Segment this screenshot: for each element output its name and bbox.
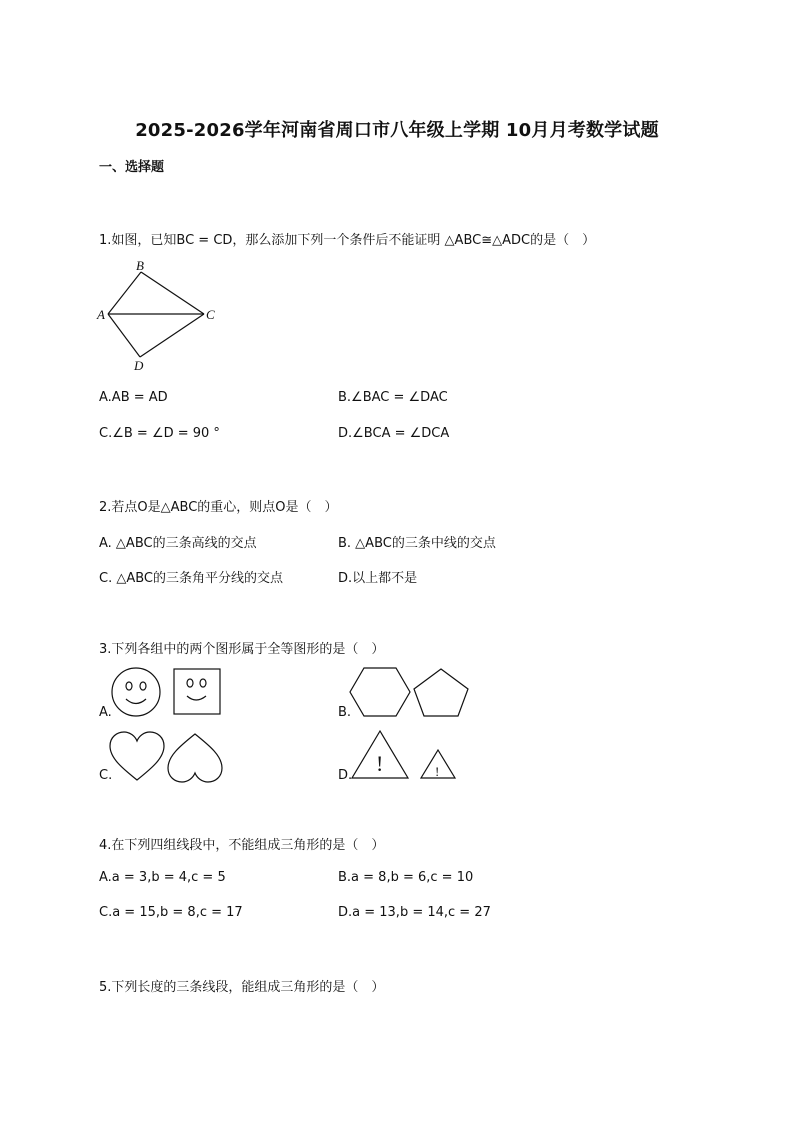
question-4-option-a[interactable]: A.a = 3,b = 4,c = 5 xyxy=(99,870,226,885)
question-2-option-b[interactable]: B. △ABC的三条中线的交点 xyxy=(338,536,496,551)
page-title: 2025-2026学年河南省周口市八年级上学期 10月月考数学试题 xyxy=(135,120,659,141)
section-heading: 一、选择题 xyxy=(99,160,165,175)
question-2-option-d[interactable]: D.以上都不是 xyxy=(338,571,418,586)
hexagon-icon xyxy=(350,668,410,716)
heart-tilted-icon xyxy=(168,734,222,782)
vertex-label-a: A xyxy=(97,307,105,322)
vertex-label-d: D xyxy=(134,358,144,373)
question-3-option-b[interactable]: B. xyxy=(338,705,352,720)
pentagon-icon xyxy=(414,669,468,716)
question-3-option-c[interactable]: C. xyxy=(99,768,113,783)
question-4-option-d[interactable]: D.a = 13,b = 14,c = 27 xyxy=(338,905,491,920)
question-1-option-b[interactable]: B.∠BAC = ∠DAC xyxy=(338,390,448,405)
question-1-option-c[interactable]: C.∠B = ∠D = 90 ° xyxy=(99,426,220,441)
question-3-option-d[interactable]: D. xyxy=(338,768,353,783)
vertex-label-c: C xyxy=(206,307,215,322)
heart-icon xyxy=(110,732,164,780)
smiley-circle-icon xyxy=(112,668,160,716)
question-4-option-c[interactable]: C.a = 15,b = 8,c = 17 xyxy=(99,905,243,920)
warning-triangle-pair-figure xyxy=(350,728,460,782)
question-5-stem: 5.下列长度的三条线段，能组成三角形的是（ ） xyxy=(99,980,385,995)
question-1-option-d[interactable]: D.∠BCA = ∠DCA xyxy=(338,426,450,441)
vertex-label-b: B xyxy=(136,258,144,273)
question-4-option-b[interactable]: B.a = 8,b = 6,c = 10 xyxy=(338,870,474,885)
exclaim-small-text: ! xyxy=(435,764,440,779)
polygon-pair-figure xyxy=(348,664,472,720)
quadrilateral-abcd-figure xyxy=(94,256,224,374)
question-3-stem: 3.下列各组中的两个图形属于全等图形的是（ ） xyxy=(99,642,385,657)
question-1-option-a[interactable]: A.AB = AD xyxy=(99,390,168,405)
exclaim-large-text: ! xyxy=(376,751,384,776)
heart-pair-figure xyxy=(108,730,226,784)
question-2-stem: 2.若点O是△ABC的重心，则点O是（ ） xyxy=(99,500,338,515)
question-2-option-c[interactable]: C. △ABC的三条角平分线的交点 xyxy=(99,571,283,586)
question-4-stem: 4.在下列四组线段中，不能组成三角形的是（ ） xyxy=(99,838,385,853)
smiley-square-icon xyxy=(174,669,220,714)
question-1-stem: 1.如图，已知BC = CD，那么添加下列一个条件后不能证明 △ABC≅△ADC的是（ ） xyxy=(99,233,596,248)
question-2-option-a[interactable]: A. △ABC的三条高线的交点 xyxy=(99,536,257,551)
question-3-option-a[interactable]: A. xyxy=(99,705,112,720)
smiley-pair-figure xyxy=(110,666,225,718)
